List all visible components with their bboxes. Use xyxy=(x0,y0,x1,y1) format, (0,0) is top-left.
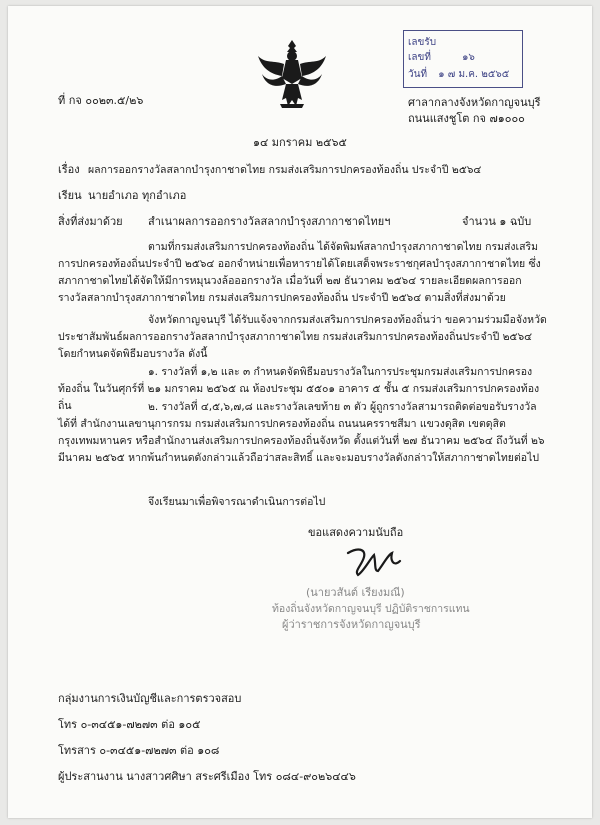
footer-department: กลุ่มงานการเงินบัญชีและการตรวจสอบ xyxy=(58,692,242,705)
body-paragraph-2: จังหวัดกาญจนบุรี ได้รับแจ้งจากกรมส่งเสริมการปกครองท้องถิ่นว่า ขอความร่วมมือจังหวัดประชาสัมพันธ์ผลการออกรางวัลสลากบำรุงสภากาชาดไทย กรมส่งเสริมการปกครองท้องถิ่นประจำปี ๒๕๖๔ โดยกำหนดจัดพิธีมอบรางวัล ดังนี้ xyxy=(58,314,547,360)
letter-date: ๑๔ มกราคม ๒๕๖๕ xyxy=(253,136,347,149)
office-name: ศาลากลางจังหวัดกาญจนบุรี xyxy=(408,96,541,109)
garuda-emblem xyxy=(256,34,328,112)
body-paragraph-4: ๒. รางวัลที่ ๔,๕,๖,๗,๘ และรางวัลเลขท้าย ๓ ตัว ผู้ถูกรางวัลสามารถติดต่อขอรับรางวัลได้ที่ สำนักงานเลขานุการกรม กรมส่งเสริมการปกครองท้องถิ่น ถนนนครราชสีมา แขวงดุสิต เขตดุสิต กรุงเทพมหานคร หรือสำนักงานส่งเสริมการปกครองท้องถิ่นจังหวัด ตั้งแต่วันที่ ๒๗ ธันวาคม ๒๕๖๔ ถึงวันที่ ๒๖ มีนาคม ๒๕๖๕ หากพ้นกำหนดดังกล่าวแล้วถือว่าสละสิทธิ์ และจะมอบรางวัลดังกล่าวให้สภากาชาดไทยต่อไป xyxy=(58,401,545,464)
to-label: เรียน xyxy=(58,189,82,202)
footer-phone: โทร ๐-๓๔๕๑-๗๒๗๓ ต่อ ๑๐๕ xyxy=(58,718,201,731)
stamp-heading: เลขรับ xyxy=(408,37,437,48)
document-page xyxy=(8,6,592,818)
footer-fax: โทรสาร ๐-๓๔๕๑-๗๒๗๓ ต่อ ๑๐๘ xyxy=(58,744,220,757)
body-paragraph-1: ตามที่กรมส่งเสริมการปกครองท้องถิ่น ได้จัดพิมพ์สลากบำรุงสภากาชาดไทย กรมส่งเสริมการปกครองท้องถิ่นประจำปี ๒๕๖๔ ออกจำหน่ายเพื่อหารายได้โดยเสด็จพระราชกุศลบำรุงสภากาชาดไทย ซึ่งสภากาชาดไทยได้จัดให้มีการหมุนวงล้อออกรางวัล เมื่อวันที่ ๒๗ ธันวาคม ๒๕๖๔ รายละเอียดผลการออกรางวัลสลากบำรุงสภากาชาดไทย กรมส่งเสริมการปกครองท้องถิ่น ประจำปี ๒๕๖๔ ตามสิ่งที่ส่งมาด้วย xyxy=(58,241,541,304)
signatory-name: (นายวสันต์ เรียงมณี) xyxy=(306,586,405,599)
footer-contact: ผู้ประสานงาน นางสาวศศิษา สระศรีเมือง โทร ๐๘๔-๙๐๒๖๔๔๖ xyxy=(58,770,356,783)
subject-label: เรื่อง xyxy=(58,163,80,176)
closing-regards: ขอแสดงความนับถือ xyxy=(308,526,404,539)
stamp-date-label: วันที่ xyxy=(408,69,428,80)
signatory-title-1: ท้องถิ่นจังหวัดกาญจนบุรี ปฏิบัติราชการแทน xyxy=(272,603,470,615)
subject-text: ผลการออกรางวัลสลากบำรุงกาชาดไทย กรมส่งเสริมการปกครองท้องถิ่น ประจำปี ๒๕๖๔ xyxy=(88,164,482,176)
office-address: ถนนแสงชูโต กจ ๗๑๐๐๐ xyxy=(408,112,525,125)
signature-mark xyxy=(344,541,404,581)
received-stamp xyxy=(403,30,523,88)
stamp-date: ๑ ๗ ม.ค. ๒๕๖๕ xyxy=(438,69,510,80)
stamp-number: ๑๖ xyxy=(462,52,475,63)
signatory-title-2: ผู้ว่าราชการจังหวัดกาญจนบุรี xyxy=(282,618,421,631)
enclosure-qty: จำนวน ๑ ฉบับ xyxy=(462,215,532,228)
to-text: นายอำเภอ ทุกอำเภอ xyxy=(88,189,187,202)
body-paragraph-5: จึงเรียนมาเพื่อพิจารณาดำเนินการต่อไป xyxy=(148,496,326,508)
enclosure-label: สิ่งที่ส่งมาด้วย xyxy=(58,215,123,228)
reference-number: ที่ กจ ๐๐๒๓.๕/๒๖ xyxy=(58,94,144,107)
enclosure-text: สำเนาผลการออกรางวัลสลากบำรุงสภากาชาดไทยฯ xyxy=(148,215,391,228)
stamp-number-label: เลขที่ xyxy=(408,52,431,63)
body-paragraph-3: ๑. รางวัลที่ ๑,๒ และ ๓ กำหนดจัดพิธีมอบรางวัลในการประชุมกรมส่งเสริมการปกครองท้องถิ่น ในวันศุกร์ที่ ๒๑ มกราคม ๒๕๖๕ ณ ห้องประชุม ๕๕๐๑ อาคาร ๕ ชั้น ๕ กรมส่งเสริมการปกครองท้องถิ่น xyxy=(58,366,540,412)
